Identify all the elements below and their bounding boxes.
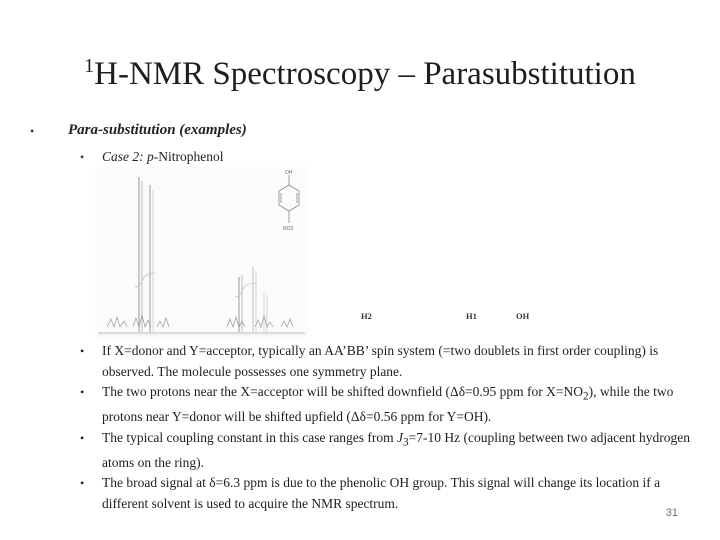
bullet-dot: • [80,385,85,399]
notes-list [80,341,692,514]
bullet-dot: • [30,124,35,138]
note-text: The two protons near the X=acceptor will be shifted downfield (Δδ=0.95 ppm for $X=NO_2$), while the two protons near Y=donor will be shifted upfield (Δδ=0.56 ppm for Y=OH). [102,384,674,425]
peak-label-h2: H2 [361,311,372,321]
bullet-dot: • [80,344,85,358]
note-item [80,382,692,428]
case-line [102,149,224,165]
bullet-dot: • [80,476,85,491]
compound-name: -Nitrophenol [153,149,224,164]
para-prefix: p [147,149,154,164]
note-item [80,341,692,382]
structure-oh-label: OH [285,170,293,176]
note-item [80,428,692,474]
bullet-dot: • [80,150,85,164]
title-text: H-NMR Spectroscopy – Parasubstitution [94,56,636,92]
note-text: If X=donor and Y=acceptor, typically an AA’BB’ spin system (=two doublets in first order coupling) is observed. The molecule possesses one symmetry plane. [102,343,659,379]
note-text: The typical coupling constant in this case ranges from $J_3=7-10$ Hz (coupling between two adjacent hydrogen atoms on the ring). [102,429,690,470]
peak-label-h1: H1 [466,311,477,321]
peak-label-oh: OH [516,311,530,321]
case-label: Case 2: [102,149,144,164]
level1-text: Para-substitution (examples) [68,122,247,138]
structure-no2-label: NO2 [283,226,294,232]
nmr-spectrum-image [95,167,308,339]
bullet-dot: • [80,430,85,445]
note-item [80,473,692,514]
slide-title [0,46,720,94]
title-superscript: 1 [84,55,95,77]
page-number: 31 [665,507,678,519]
note-text: The broad signal at δ=6.3 ppm is due to the phenolic OH group. This signal will change its location if a different solvent is used to acquire the NMR spectrum. [102,475,661,511]
